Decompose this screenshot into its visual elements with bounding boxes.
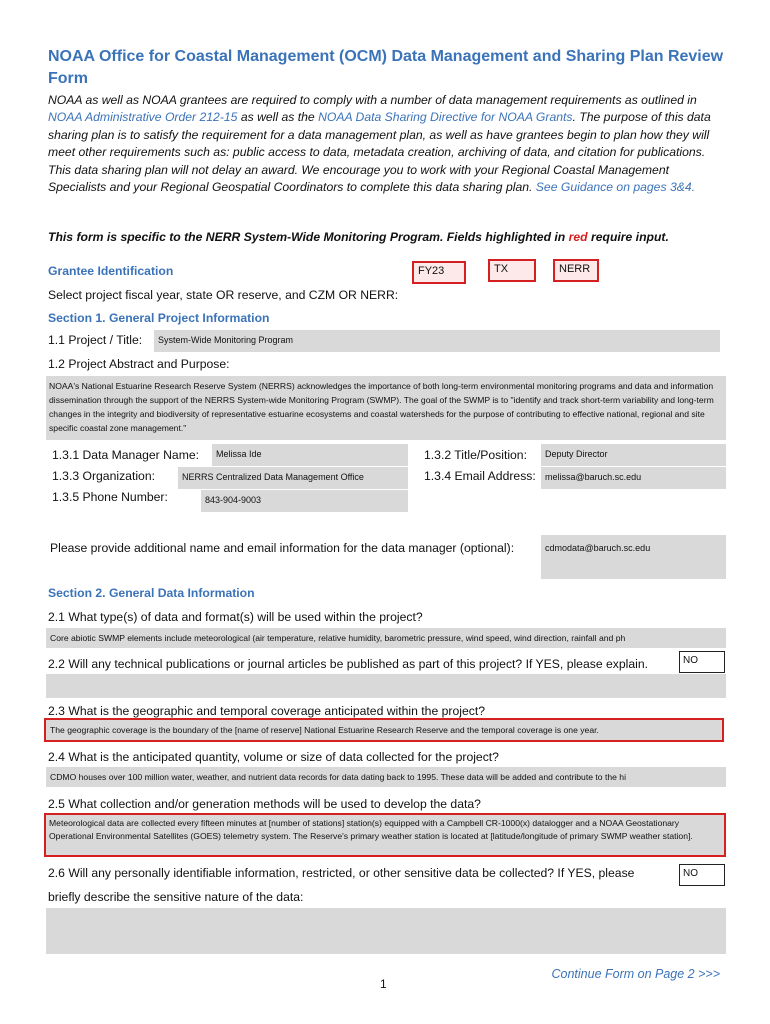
form-specific-note [48,230,728,244]
nao-212-15-link[interactable]: NOAA Administrative Order 212-15 [48,110,238,125]
organization-field[interactable]: NERRS Centralized Data Management Office [178,467,408,489]
intro-text-3: . The purpose of this data sharing plan is to satisfy the requirement for a data management plan, as well as have grantees begin to plan how they will meet other requirements such as: public access to data, metadata creation, archiving of data, and citation for publications. This data sharing plan will not delay an award. We encourage you to work with your Regional Coastal Management Specialists and your Regional Geospatial Coordinators to complete this data sharing plan. [48,110,711,195]
email-address-label: 1.3.4 Email Address: [424,469,536,483]
phone-number-field[interactable]: 843-904-9003 [201,490,408,512]
q26-label-line1: 2.6 Will any personally identifiable information, restricted, or other sensitive data be collected? If YES, please [48,866,635,880]
specific-note-text: This form is specific to the NERR System-Wide Monitoring Program. Fields highlighted in [48,230,569,244]
guidance-link[interactable]: See Guidance on pages 3&4. [535,180,696,195]
additional-contact-label: Please provide additional name and email information for the data manager (optional): [50,541,515,555]
grantee-select-label: Select project fiscal year, state OR reserve, and CZM OR NERR: [48,288,399,302]
q21-field[interactable]: Core abiotic SWMP elements include meteorological (air temperature, relative humidity, barometric pressure, wind speed, wind direction, rainfall and ph [46,628,726,648]
q26-label-line2: briefly describe the sensitive nature of the data: [48,890,304,904]
q23-label: 2.3 What is the geographic and temporal coverage anticipated within the project? [48,704,485,718]
q22-yes-no-select[interactable]: NO [679,651,725,673]
email-address-field[interactable]: melissa@baruch.sc.edu [541,467,726,489]
page-number: 1 [380,977,387,991]
q25-label: 2.5 What collection and/or generation methods will be used to develop the data? [48,797,481,811]
intro-text-1: NOAA as well as NOAA grantees are required to comply with a number of data management requirements as outlined in [48,93,697,107]
grantee-identification-heading: Grantee Identification [48,264,174,278]
specific-note-text-end: require input. [587,230,669,244]
q22-explanation-field[interactable] [46,674,726,698]
q26-yes-no-select[interactable]: NO [679,864,725,886]
fiscal-year-select[interactable]: FY23 [412,261,466,284]
project-title-label: 1.1 Project / Title: [48,333,143,347]
additional-contact-field[interactable]: cdmodata@baruch.sc.edu [541,535,726,579]
czm-nerr-select[interactable]: NERR [553,259,599,282]
data-sharing-directive-link[interactable]: NOAA Data Sharing Directive for NOAA Grants [318,110,573,125]
specific-note-red-word: red [568,230,588,244]
section1-heading: Section 1. General Project Information [48,311,270,325]
project-title-field[interactable]: System-Wide Monitoring Program [154,330,720,352]
q23-field[interactable]: The geographic coverage is the boundary of the [name of reserve] National Estuarine Research Reserve and the temporal coverage is one year. [44,718,724,742]
state-select[interactable]: TX [488,259,536,282]
data-manager-name-label: 1.3.1 Data Manager Name: [52,448,200,462]
title-position-label: 1.3.2 Title/Position: [424,448,527,462]
q22-label: 2.2 Will any technical publications or journal articles be published as part of this project? If YES, please explain. [48,657,649,671]
project-abstract-field[interactable]: NOAA's National Estuarine Research Reserve System (NERRS) acknowledges the importance of both long-term environmental monitoring programs and data and information dissemination through the support of the NERRS System-wide Monitoring Program (SWMP). The goal of the SWMP is to "identify and track short-term variability and long-term changes in the integrity and biodiversity of representative estuarine ecosystems and coastal watersheds for the purpose of contributing to effective national, regional and site specific coastal zone management." [46,376,726,440]
q24-field[interactable]: CDMO houses over 100 million water, weather, and nutrient data records for data dating back to 1995. These data will be added and contribute to the hi [46,767,726,787]
intro-paragraph [48,92,728,196]
continue-page-2-link[interactable]: Continue Form on Page 2 >>> [551,967,720,981]
section2-heading: Section 2. General Data Information [48,586,255,600]
q24-label: 2.4 What is the anticipated quantity, volume or size of data collected for the project? [48,750,499,764]
phone-number-label: 1.3.5 Phone Number: [52,490,168,504]
organization-label: 1.3.3 Organization: [52,469,155,483]
q26-description-field[interactable] [46,908,726,954]
q25-field[interactable]: Meteorological data are collected every fifteen minutes at [number of stations] station(s) equipped with a Campbell CR-1000(x) datalogger and a NOAA Geostationary Operational Environmental Satellites (GOES) telemetry system. The Reserve's primary weather station is located at [latitude/longitude of primary SWMP weather station]. [44,813,726,857]
data-manager-name-field[interactable]: Melissa Ide [212,444,408,466]
q21-label: 2.1 What type(s) of data and format(s) will be used within the project? [48,610,423,624]
form-title: NOAA Office for Coastal Management (OCM) Data Management and Sharing Plan Review Form [48,48,724,87]
title-position-field[interactable]: Deputy Director [541,444,726,466]
project-abstract-label: 1.2 Project Abstract and Purpose: [48,357,230,371]
intro-text-2: as well as the [237,110,319,125]
